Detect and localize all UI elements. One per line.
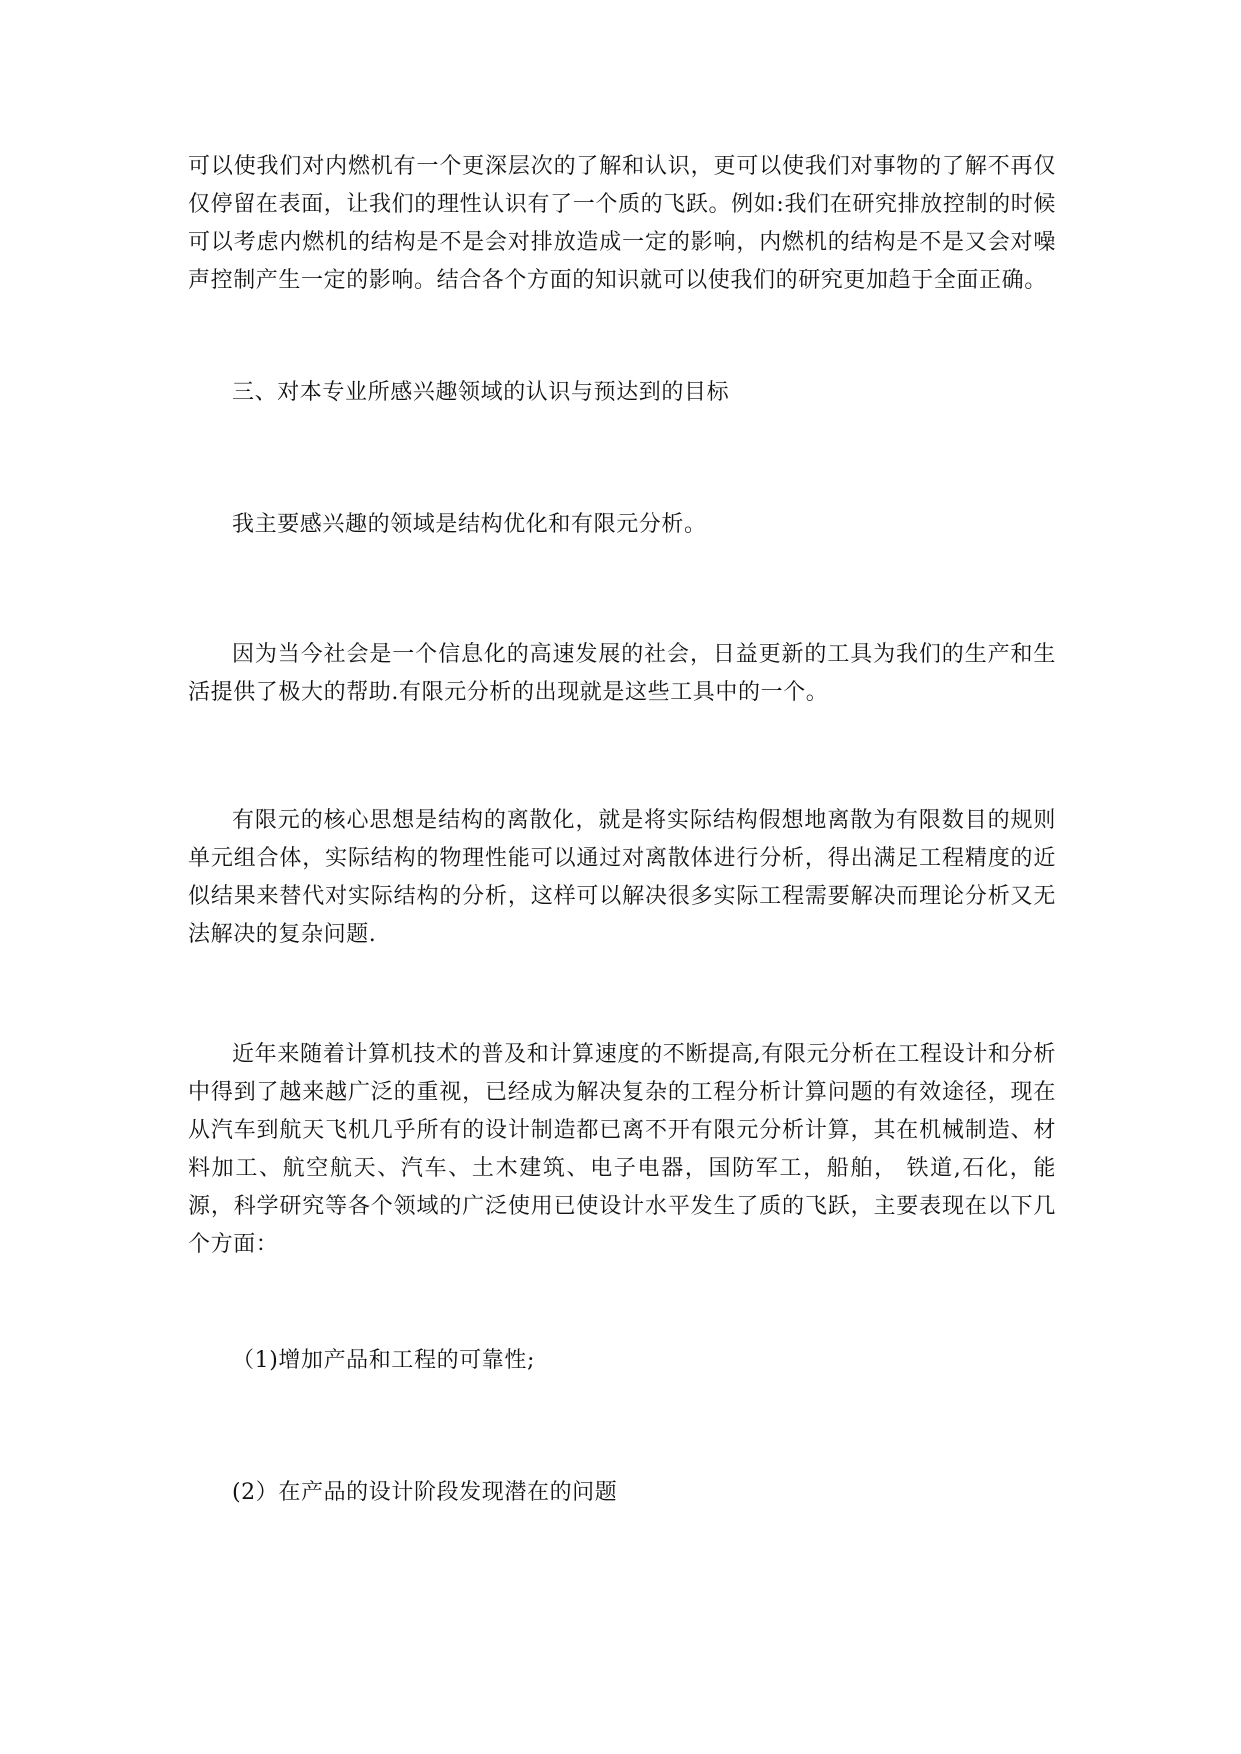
paragraph-recent-development: 近年来随着计算机技术的普及和计算速度的不断提高,有限元分析在工程设计和分析中得到了越来越广泛的重视，已经成为解决复杂的工程分析计算问题的有效途径，现在从汽车到航天飞机几乎所有的设计制造都已离不开有限元分析计算，其在机械制造、材料加工、航空航天、汽车、土木建筑、电子电器，国防军工，船舶， 铁道,石化，能源，科学研究等各个领域的广泛使用已使设计水平发生了质的飞跃，主要表现在以下几个方面： xyxy=(188,1042,1056,1257)
paragraph-internal-combustion-engine: 可以使我们对内燃机有一个更深层次的了解和认识，更可以使我们对事物的了解不再仅仅停留在表面，让我们的理性认识有了一个质的飞跃。例如:我们在研究排放控制的时候可以考虑内燃机的结构是不是会对排放造成一定的影响，内燃机的结构是不是又会对噪声控制产生一定的影响。结合各个方面的知识就可以使我们的研究更加趋于全面正确。 xyxy=(188,154,1056,293)
section-heading-three: 三、对本专业所感兴趣领域的认识与预达到的目标 xyxy=(232,380,730,405)
paragraph-finite-element-core: 有限元的核心思想是结构的离散化，就是将实际结构假想地离散为有限数目的规则单元组合体，实际结构的物理性能可以通过对离散体进行分析，得出满足工程精度的近似结果来替代对实际结构的分析，这样可以解决很多实际工程需要解决而理论分析又无法解决的复杂问题. xyxy=(188,808,1056,947)
list-item-design-stage: (2）在产品的设计阶段发现潜在的问题 xyxy=(232,1480,618,1505)
paragraph-information-society: 因为当今社会是一个信息化的高速发展的社会，日益更新的工具为我们的生产和生活提供了极大的帮助.有限元分析的出现就是这些工具中的一个。 xyxy=(188,642,1056,705)
paragraph-interest-field: 我主要感兴趣的领域是结构优化和有限元分析。 xyxy=(232,512,707,537)
list-item-reliability: （1)增加产品和工程的可靠性; xyxy=(232,1348,535,1373)
